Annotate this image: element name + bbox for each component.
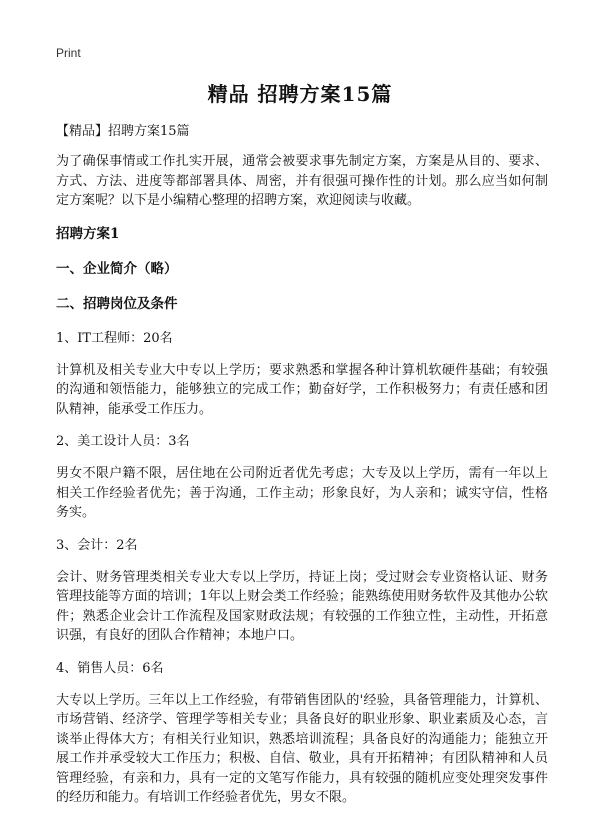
section-heading-company: 一、企业简介（略） [56, 260, 178, 277]
document-body [56, 122, 548, 822]
position-description: 计算机及相关专业大中专以上学历；要求熟悉和掌握各种计算机软硬件基础；有较强的沟通和领悟能力，能够独立的完成工作；勤奋好学，工作积极努力；有责任感和团队精神，能承受工作压力。 [56, 362, 548, 417]
position-label: 3、会计：2名 [56, 537, 138, 553]
position-label: 4、销售人员：6名 [56, 660, 164, 676]
position-label: 1、IT工程师：20名 [56, 330, 173, 346]
plan-title: 招聘方案1 [56, 225, 120, 242]
position-description: 大专以上学历。三年以上工作经验，有带销售团队的'经验，具备管理能力，计算机、市场营销、经济学、管理学等相关专业；具备良好的职业形象、职业素质及心态，言谈举止得体大方；有相关行业知识，熟悉培训流程；具备良好的沟通能力；能独立开展工作并承受较大工作压力；积极、自信、敬业，具有开拓精神；有团队精神和人员管理经验，有亲和力，具有一定的文笔写作能力，具有较强的随机应变处理突发事件的经历和能力。有培训工作经验者优先，男女不限。 [56, 692, 548, 805]
intro-paragraph: 为了确保事情或工作扎实开展，通常会被要求事先制定方案，方案是从目的、要求、方式、方法、进度等都部署具体、周密，并有很强可操作性的计划。那么应当如何制定方案呢？以下是小编精心整理的招聘方案，欢迎阅读与收藏。 [56, 154, 548, 208]
lead-line: 【精品】招聘方案15篇 [56, 124, 190, 139]
position-description: 会计、财务管理类相关专业大专以上学历，持证上岗；受过财会专业资格认证、财务管理技能等方面的培训；1年以上财会类工作经验；能熟练使用财务软件及其他办公软件；熟悉企业会计工作流程及国家财政法规；有较强的工作独立性，主动性，开拓意识强，有良好的团队合作精神；本地户口。 [56, 569, 548, 643]
position-description: 男女不限户籍不限，居住地在公司附近者优先考虑；大专及以上学历，需有一年以上相关工作经验者优先；善于沟通，工作主动；形象良好，为人亲和；诚实守信，性格务实。 [56, 466, 548, 520]
print-label: Print [56, 46, 81, 60]
position-label: 2、美工设计人员：3名 [56, 434, 190, 449]
section-heading-positions: 二、招聘岗位及条件 [56, 295, 178, 312]
page-title: 精品 招聘方案15篇 [207, 82, 393, 106]
